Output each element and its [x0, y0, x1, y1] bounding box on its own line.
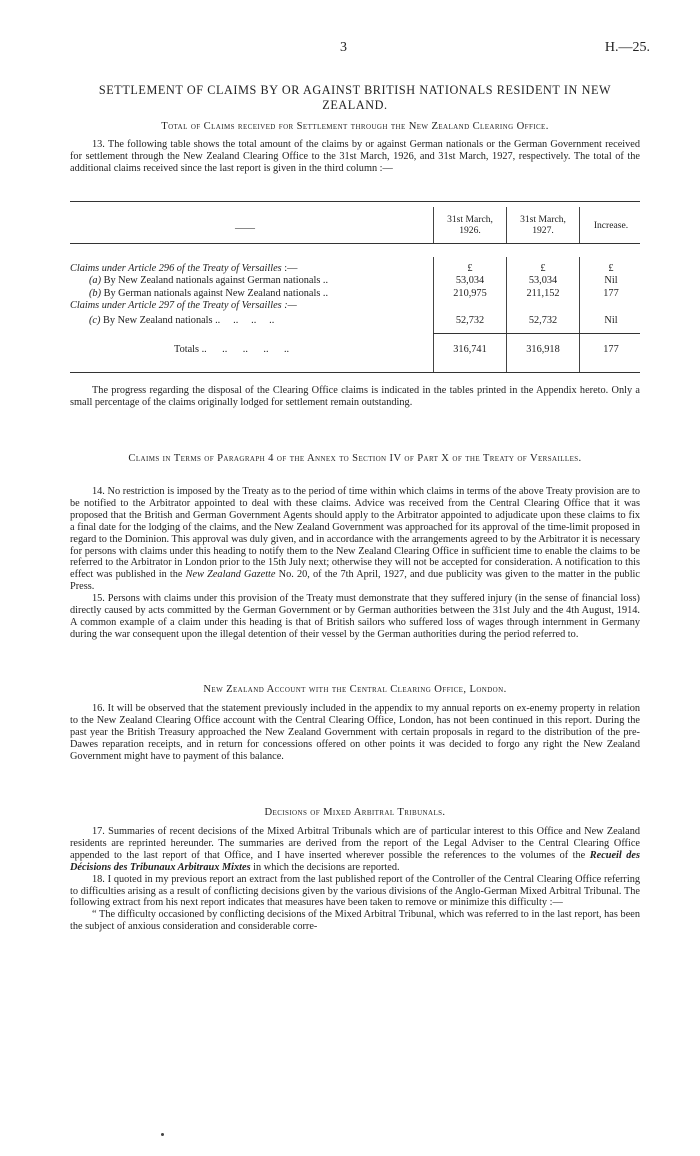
totals-label: Totals .. .. .. .. .. [174, 344, 290, 355]
paragraph-17-text: 17. Summaries of recent decisions of the Mixed Arbitral Tribunals which are of particular interest to this Office and New Zealand residents are reprinted hereunder. The summaries are derived from the report of the Legal Adviser to the Central Clearing Office appended to the last report of that Office, and I have inserted wherever possible the references to the volumes of the [70, 826, 640, 861]
cell-c-1927: 52,732 [528, 315, 558, 326]
table-divider [579, 257, 580, 372]
cell-b-increase: 177 [603, 288, 619, 299]
table-divider [506, 207, 507, 243]
row-text: By New Zealand nationals against German nationals .. [103, 275, 329, 286]
group-label-part: Article 296 of the Treaty of Versailles [128, 263, 282, 274]
table-top-rule [70, 201, 640, 202]
row-text: By New Zealand nationals .. .. .. .. [103, 315, 275, 326]
column-header-increase: Increase. [593, 220, 629, 231]
column-header-1927: 31st March, 1927. [520, 214, 566, 236]
cell-totals-1927: 316,918 [526, 344, 560, 355]
cell-c-increase: Nil [604, 315, 618, 326]
paragraph-progress [70, 385, 640, 409]
currency-symbol: £ [540, 263, 546, 274]
group-label-article-296 [70, 263, 430, 275]
table-divider [506, 257, 507, 372]
table-divider [433, 257, 434, 372]
group-label-text: Claims under Article 297 of the Treaty of Versailles :— [70, 300, 297, 311]
column-header-1926: 31st March, 1926. [447, 214, 493, 236]
table-row-b [89, 288, 433, 300]
cell-a-1926: 53,034 [455, 275, 485, 286]
paragraph-13 [70, 139, 640, 175]
recueil-title: Recueil des Décisions des Tribunaux Arbitraux Mixtes [70, 849, 640, 873]
paragraph-17-text-end: in which the decisions are reported. [250, 861, 400, 873]
cell-totals-increase: 177 [603, 344, 619, 355]
cell-b-1927: 211,152 [526, 288, 560, 299]
table-row-c [89, 315, 433, 327]
paragraph-17 [70, 826, 640, 874]
main-title: SETTLEMENT OF CLAIMS BY OR AGAINST BRITISH NATIONALS RESIDENT IN NEW ZEALAND. [98, 83, 612, 112]
totals-rule [433, 333, 640, 334]
page-number: 3 [340, 40, 347, 55]
table-bottom-rule [70, 372, 640, 373]
document-reference: H.—25. [604, 40, 650, 55]
paragraph-15: 15. Persons with claims under this provision of the Treaty must demonstrate that they suffered injury (in the sense of financial loss) directly caused by acts committed by the German Government or by German authorities between the 31st July and the 4th August, 1914. A common example of a claim under this heading is that of British sailors who suffered loss of wages through internment in Germany during the war consequent upon the illegal detention of their vessel by the German authorities during the period referred to. [70, 593, 640, 640]
section-heading-mixed-arbitral: Decisions of Mixed Arbitral Tribunals. [264, 807, 446, 818]
gazette-title: New Zealand Gazette [185, 569, 276, 581]
paragraph-14-text-end: No. 20, of the 7th April, 1927, and due publicity was given to the matter in the public Press. [70, 569, 640, 593]
claims-table [70, 201, 640, 373]
paragraph-14-text: 14. No restriction is imposed by the Treaty as to the period of time within which claims in terms of the above Treaty provision are to be notified to the Arbitrator appointed to deal with these claims. Advice was received from the Central Clearing Office that it was proposed that the British and German Government Agents should apply to the Arbitrator appointed to adjudicate upon these claims to fix a final date for the lodging of the claims, and the New Zealand Government was approached for its approval of the time-limit proposed in regard to the Dominion. This approval was duly given, and in accordance with the arrangements agreed to by the Arbitrator it is necessary for persons with claims under this heading to notify them to the New Zealand Clearing Office in sufficient time to enable the claims to be referred to the Arbitrator in London prior to the 15th July next; otherwise they will not be accepted for consideration. A notification to this effect was published in the [70, 486, 640, 581]
stub-header: —— [235, 223, 255, 234]
section-heading-total-claims: Total of Claims received for Settlement through the New Zealand Clearing Office. [161, 121, 549, 132]
row-letter: (b) [89, 288, 102, 299]
group-label-article-297 [70, 300, 430, 312]
paragraphs-17-18 [70, 826, 640, 933]
paragraphs-14-15 [70, 486, 640, 641]
printing-speck [161, 1133, 164, 1136]
currency-symbol: £ [608, 263, 614, 274]
paragraph-16-text: 16. It will be observed that the statement previously included in the appendix to my annual reports on ex-enemy property in relation to the New Zealand Clearing Office account with the Central Clearing Office, London, has not been continued in this report. During the past year the British Treasury approached the New Zealand Government with certain proposals in regard to the distribution of the pre-Dawes reparation receipts, and in return for concessions offered on other points it was decided to forgo any right the New Zealand Government might have to payment of this balance. [70, 703, 640, 762]
row-letter: (c) [89, 315, 101, 326]
cell-c-1926: 52,732 [455, 315, 485, 326]
cell-a-1927: 53,034 [528, 275, 558, 286]
table-divider [433, 207, 434, 243]
group-label-part: :— [281, 263, 298, 274]
row-letter: (a) [89, 275, 102, 286]
currency-symbol: £ [467, 263, 473, 274]
cell-b-1926: 210,975 [453, 288, 487, 299]
paragraph-14 [70, 486, 640, 593]
row-text: By German nationals against New Zealand nationals .. [103, 288, 329, 299]
paragraph-progress-text: The progress regarding the disposal of the Clearing Office claims is indicated in the tables printed in the Appendix hereto. Only a small percentage of the claims originally lodged for settlement remain outstanding. [70, 385, 640, 408]
cell-totals-1926: 316,741 [453, 344, 487, 355]
table-header-rule [70, 243, 640, 244]
section-heading-london-account: New Zealand Account with the Central Clearing Office, London. [203, 684, 507, 695]
paragraph-16 [70, 703, 640, 763]
table-divider [579, 207, 580, 243]
paragraph-13-text: 13. The following table shows the total amount of the claims by or against German nationals or the German Government received for settlement through the New Zealand Clearing Office to the 31st March, 1926, and 31st March, 1927, respectively. The total of the additional claims received since the last report is given in the third column :— [70, 139, 640, 174]
cell-a-increase: Nil [604, 275, 618, 286]
quotation: “ The difficulty occasioned by conflicting decisions of the Mixed Arbitral Tribunal, which was referred to in the last report, has been the subject of anxious consideration and considerable corre- [70, 909, 640, 933]
group-label-part: Claims under [70, 263, 129, 274]
paragraph-18: 18. I quoted in my previous report an extract from the last published report of the Controller of the Central Clearing Office referring to difficulties arising as a result of conflicting decisions given by the various divisions of the Anglo-German Mixed Arbitral Tribunal. The following extract from his next report indicates that measures have been taken to remove or minimize this difficulty :— [70, 873, 640, 909]
section-heading-paragraph-4: Claims in Terms of Paragraph 4 of the Annex to Section IV of Part X of the Treaty of Versailles. [128, 453, 582, 464]
table-row-a [89, 275, 433, 287]
